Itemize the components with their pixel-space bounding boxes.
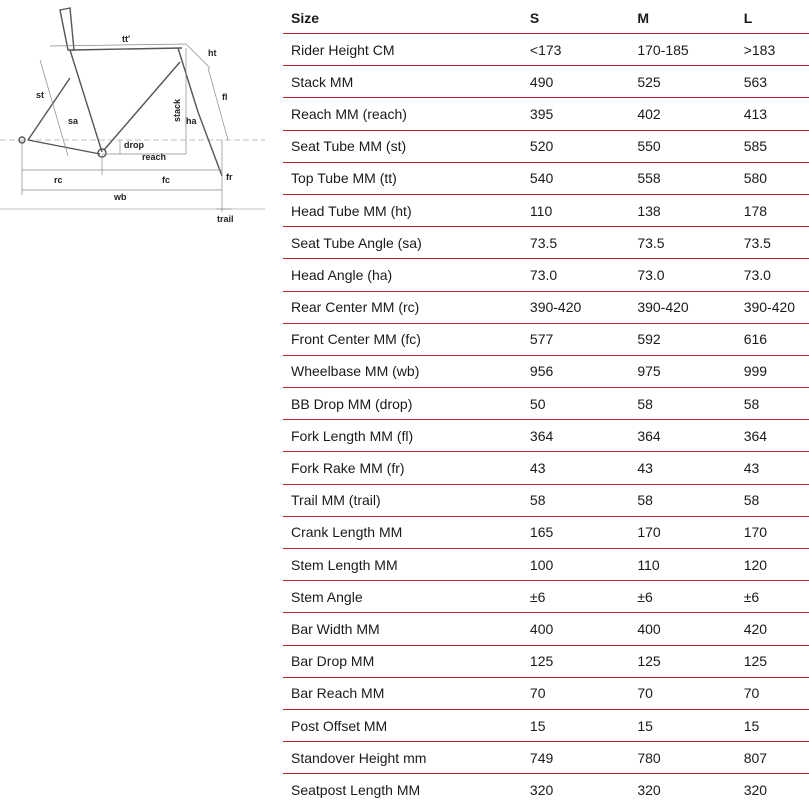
value-l: 320	[743, 781, 768, 798]
label-ha: ha	[186, 116, 197, 126]
value-s: <173	[522, 34, 629, 66]
tt-dim	[50, 44, 186, 46]
label-st: st	[36, 90, 45, 100]
seat-post	[60, 8, 74, 50]
value-m: 975	[629, 355, 735, 387]
value-s: 50	[522, 388, 629, 420]
value-s: 73.5	[522, 227, 629, 259]
label-ht: ht	[208, 48, 217, 58]
value-m: 170-185	[629, 34, 735, 66]
value-m: 550	[629, 130, 735, 162]
label-fc: fc	[162, 175, 171, 185]
label-fl: fl	[222, 92, 228, 102]
value-m: 390-420	[629, 291, 735, 323]
value-m: 558	[629, 162, 735, 194]
row-label: Rider Height CM	[283, 34, 522, 66]
value-s: 749	[522, 742, 629, 774]
row-label: Bar Drop MM	[283, 645, 522, 677]
row-label: Seat Tube MM (st)	[283, 130, 522, 162]
table-row	[283, 677, 809, 709]
row-label: Post Offset MM	[283, 709, 522, 741]
row-label: BB Drop MM (drop)	[283, 388, 522, 420]
value-l: 58	[736, 388, 809, 420]
value-s: 320	[529, 781, 554, 798]
seat-stay	[28, 78, 70, 140]
label-tt: tt'	[122, 34, 131, 44]
value-l: 616	[736, 323, 809, 355]
row-label: Seat Tube Angle (sa)	[283, 227, 522, 259]
table-row	[283, 452, 809, 484]
header-m: M	[629, 2, 735, 34]
value-l: 43	[736, 452, 809, 484]
value-s: 400	[522, 613, 629, 645]
value-l: 420	[736, 613, 809, 645]
fork	[198, 112, 222, 176]
row-label: Crank Length MM	[283, 516, 522, 548]
top-tube	[72, 48, 182, 50]
table-row	[283, 742, 809, 774]
value-s: 395	[522, 98, 629, 130]
row-label: Bar Reach MM	[283, 677, 522, 709]
value-m: 138	[629, 194, 735, 226]
row-label: Top Tube MM (tt)	[283, 162, 522, 194]
ht-dim	[186, 44, 210, 68]
value-m: 170	[629, 516, 735, 548]
value-m: 125	[629, 645, 735, 677]
table-row	[283, 34, 809, 66]
row-label: Reach MM (reach)	[283, 98, 522, 130]
value-m: 400	[629, 613, 735, 645]
table-row	[283, 66, 809, 98]
value-l: ±6	[736, 581, 809, 613]
value-l: 58	[736, 484, 809, 516]
row-label: Standover Height mm	[283, 742, 522, 774]
row-label: Fork Length MM (fl)	[283, 420, 522, 452]
row-label: Front Center MM (fc)	[283, 323, 522, 355]
row-label: Head Angle (ha)	[283, 259, 522, 291]
down-tube	[104, 62, 180, 150]
value-l: 999	[736, 355, 809, 387]
value-s: 70	[522, 677, 629, 709]
table-row	[283, 420, 809, 452]
row-label: Stem Length MM	[283, 549, 522, 581]
value-s: 15	[522, 709, 629, 741]
value-l: 807	[736, 742, 809, 774]
value-m: 43	[629, 452, 735, 484]
value-s: 520	[522, 130, 629, 162]
value-m: 592	[629, 323, 735, 355]
st-dim	[40, 60, 68, 156]
value-s: 577	[522, 323, 629, 355]
header-size: Size	[283, 2, 522, 34]
value-s: 540	[522, 162, 629, 194]
label-reach: reach	[142, 152, 167, 162]
table-row	[283, 162, 809, 194]
value-m: 110	[629, 549, 735, 581]
header-s: S	[522, 2, 629, 34]
value-l: 125	[736, 645, 809, 677]
value-l: 413	[736, 98, 809, 130]
value-m: 364	[629, 420, 735, 452]
fl-dim	[208, 68, 228, 140]
value-l: 580	[736, 162, 809, 194]
value-s: 43	[522, 452, 629, 484]
value-s: 364	[522, 420, 629, 452]
label-sa: sa	[68, 116, 79, 126]
table-body	[283, 34, 809, 806]
value-m: 58	[629, 484, 735, 516]
table-row	[283, 774, 809, 806]
table-row	[283, 613, 809, 645]
table-row	[283, 130, 809, 162]
value-s: 956	[522, 355, 629, 387]
value-m: 58	[629, 388, 735, 420]
label-rc: rc	[54, 175, 63, 185]
row-label: Rear Center MM (rc)	[283, 291, 522, 323]
value-l: 73.0	[736, 259, 809, 291]
row-label: Seatpost Length MM	[291, 781, 421, 798]
value-s: ±6	[522, 581, 629, 613]
table-row	[283, 516, 809, 548]
value-l: 70	[736, 677, 809, 709]
frame-geometry-diagram	[0, 0, 270, 235]
table-row	[283, 98, 809, 130]
row-label: Fork Rake MM (fr)	[283, 452, 522, 484]
table-row	[283, 227, 809, 259]
label-trail: trail	[217, 214, 234, 224]
row-label: Stem Angle	[283, 581, 522, 613]
value-l: 170	[736, 516, 809, 548]
value-m: 73.0	[629, 259, 735, 291]
header-l: L	[736, 2, 809, 34]
value-l: 364	[736, 420, 809, 452]
table-row	[283, 388, 809, 420]
label-drop: drop	[124, 140, 144, 150]
value-l: >183	[736, 34, 809, 66]
table-row	[283, 323, 809, 355]
table-row	[283, 709, 809, 741]
table-header-row	[283, 2, 809, 34]
value-l: 585	[736, 130, 809, 162]
row-label: Head Tube MM (ht)	[283, 194, 522, 226]
value-m: 525	[629, 66, 735, 98]
row-label: Bar Width MM	[283, 613, 522, 645]
value-l: 15	[736, 709, 809, 741]
value-m: 402	[629, 98, 735, 130]
value-l: 563	[736, 66, 809, 98]
value-m: 15	[629, 709, 735, 741]
table-row	[283, 291, 809, 323]
frame-diagram-svg	[0, 0, 270, 235]
label-fr: fr	[226, 172, 233, 182]
label-wb: wb	[114, 192, 127, 202]
value-m: 70	[629, 677, 735, 709]
value-l: 178	[736, 194, 809, 226]
table-row	[283, 581, 809, 613]
value-s: 165	[522, 516, 629, 548]
table-row	[283, 549, 809, 581]
value-s: 125	[522, 645, 629, 677]
table-row	[283, 259, 809, 291]
geometry-table	[283, 2, 809, 806]
row-label: Wheelbase MM (wb)	[283, 355, 522, 387]
table-row	[283, 484, 809, 516]
value-l: 390-420	[736, 291, 809, 323]
value-m: 320	[637, 781, 661, 798]
value-m: ±6	[629, 581, 735, 613]
value-s: 73.0	[522, 259, 629, 291]
row-label: Trail MM (trail)	[283, 484, 522, 516]
row-label: Stack MM	[283, 66, 522, 98]
value-s: 110	[522, 194, 629, 226]
value-m: 73.5	[629, 227, 735, 259]
dimension-lines	[22, 44, 232, 212]
seat-tube	[70, 50, 102, 152]
label-stack: stack	[172, 98, 182, 122]
value-l: 120	[736, 549, 809, 581]
table-row	[283, 194, 809, 226]
value-m: 780	[629, 742, 735, 774]
table-row	[283, 645, 809, 677]
value-s: 390-420	[522, 291, 629, 323]
value-s: 58	[522, 484, 629, 516]
value-s: 100	[522, 549, 629, 581]
table-row	[283, 355, 809, 387]
value-s: 490	[522, 66, 629, 98]
value-l: 73.5	[736, 227, 809, 259]
